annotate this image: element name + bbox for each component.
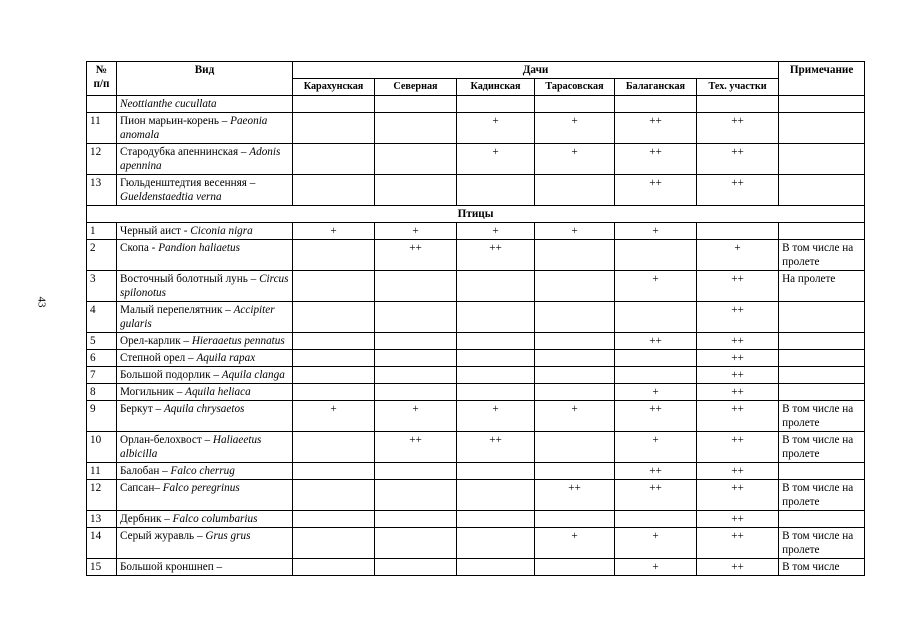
note-cell: [779, 367, 865, 384]
table-row: [87, 480, 865, 511]
species-latin-name: Neottianthe cucullata: [120, 98, 217, 110]
presence-mark: [535, 432, 615, 463]
presence-mark: [457, 511, 535, 528]
row-number: 12: [87, 144, 117, 175]
presence-mark: [293, 144, 375, 175]
presence-mark: [697, 223, 779, 240]
row-number: 14: [87, 528, 117, 559]
presence-mark: [293, 350, 375, 367]
presence-mark: [375, 480, 457, 511]
presence-mark: [535, 559, 615, 576]
presence-mark: ++: [615, 401, 697, 432]
presence-mark: [615, 350, 697, 367]
presence-mark: ++: [457, 240, 535, 271]
presence-mark: [293, 367, 375, 384]
presence-mark: [457, 480, 535, 511]
header-region-tech-sites: Тех. участки: [697, 79, 779, 96]
table-row: [87, 223, 865, 240]
presence-mark: +: [697, 240, 779, 271]
species-latin-name: Haliaeetus albicilla: [120, 434, 262, 460]
presence-mark: [457, 333, 535, 350]
row-number: 2: [87, 240, 117, 271]
presence-mark: [457, 302, 535, 333]
species-common-name: Большой подорлик –: [120, 369, 222, 381]
note-cell: [779, 113, 865, 144]
presence-mark: ++: [697, 333, 779, 350]
table-row: [87, 350, 865, 367]
species-cell: [117, 175, 293, 206]
presence-mark: ++: [615, 480, 697, 511]
presence-mark: +: [615, 384, 697, 401]
species-cell: [117, 333, 293, 350]
species-latin-name: Gueldenstaedtia verna: [120, 191, 222, 203]
table-row: [87, 333, 865, 350]
presence-mark: [293, 333, 375, 350]
presence-mark: [457, 96, 535, 113]
presence-mark: [375, 528, 457, 559]
presence-mark: ++: [697, 432, 779, 463]
header-region-balaganskaya: Балаганская: [615, 79, 697, 96]
presence-mark: ++: [697, 401, 779, 432]
presence-mark: +: [535, 223, 615, 240]
header-region-karakhunskaya: Карахунская: [293, 79, 375, 96]
header-region-tarasovskaya: Тарасовская: [535, 79, 615, 96]
row-number: 1: [87, 223, 117, 240]
species-common-name: Гюльденштедтия весенняя –: [120, 177, 256, 189]
presence-mark: [615, 511, 697, 528]
presence-mark: [293, 384, 375, 401]
header-num-label: № п/п: [93, 64, 110, 90]
row-number: 9: [87, 401, 117, 432]
presence-mark: ++: [697, 144, 779, 175]
species-common-name: Пион марьин-корень –: [120, 115, 231, 127]
presence-mark: ++: [697, 350, 779, 367]
table-row: [87, 511, 865, 528]
presence-mark: [375, 333, 457, 350]
note-cell: [779, 223, 865, 240]
row-number: [87, 96, 117, 113]
table-row: [87, 175, 865, 206]
presence-mark: ++: [697, 559, 779, 576]
table-row: [87, 367, 865, 384]
species-common-name: Стародубка апеннинская –: [120, 146, 250, 158]
table-row: [87, 432, 865, 463]
species-table: [86, 61, 865, 576]
presence-mark: +: [293, 223, 375, 240]
presence-mark: [457, 271, 535, 302]
presence-mark: [535, 463, 615, 480]
row-number: 10: [87, 432, 117, 463]
species-cell: [117, 559, 293, 576]
species-common-name: Степной орел –: [120, 352, 197, 364]
species-cell: [117, 511, 293, 528]
note-cell: В том числе на пролете: [779, 480, 865, 511]
presence-mark: [293, 113, 375, 144]
presence-mark: +: [535, 528, 615, 559]
species-latin-name: Circus spilonotus: [120, 273, 289, 299]
presence-mark: [375, 113, 457, 144]
presence-mark: ++: [697, 113, 779, 144]
species-common-name: Большой кроншнеп –: [120, 561, 223, 573]
presence-mark: [375, 302, 457, 333]
species-cell: [117, 350, 293, 367]
species-common-name: Серый журавль –: [120, 530, 206, 542]
row-number: 11: [87, 463, 117, 480]
presence-mark: [293, 480, 375, 511]
species-cell: [117, 463, 293, 480]
header-dachi: Дачи: [293, 62, 779, 79]
presence-mark: ++: [375, 240, 457, 271]
presence-mark: +: [375, 223, 457, 240]
species-cell: [117, 384, 293, 401]
note-cell: В том числе на пролете: [779, 401, 865, 432]
species-latin-name: Ciconia nigra: [190, 225, 253, 237]
species-latin-name: Pandion haliaetus: [158, 242, 240, 254]
table-row: [87, 559, 865, 576]
row-number: 6: [87, 350, 117, 367]
section-row: [87, 206, 865, 223]
species-cell: [117, 271, 293, 302]
presence-mark: ++: [375, 432, 457, 463]
presence-mark: +: [457, 113, 535, 144]
presence-mark: [535, 511, 615, 528]
header-region-severnaya: Северная: [375, 79, 457, 96]
presence-mark: [375, 384, 457, 401]
species-latin-name: Aquila rapax: [196, 352, 256, 364]
row-number: 4: [87, 302, 117, 333]
species-cell: [117, 302, 293, 333]
species-latin-name: Aquila heliaca: [185, 386, 251, 398]
header-region-kadinskaya: Кадинская: [457, 79, 535, 96]
row-number: 8: [87, 384, 117, 401]
presence-mark: [535, 271, 615, 302]
row-number: 11: [87, 113, 117, 144]
species-latin-name: Aquila clanga: [221, 369, 285, 381]
row-number: 12: [87, 480, 117, 511]
species-common-name: Черный аист -: [120, 225, 191, 237]
presence-mark: [457, 559, 535, 576]
note-cell: [779, 350, 865, 367]
presence-mark: [457, 384, 535, 401]
presence-mark: [293, 240, 375, 271]
species-cell: [117, 528, 293, 559]
table-row: [87, 302, 865, 333]
species-cell: [117, 223, 293, 240]
presence-mark: +: [457, 223, 535, 240]
table-row: [87, 528, 865, 559]
note-cell: [779, 384, 865, 401]
presence-mark: [293, 528, 375, 559]
note-cell: [779, 463, 865, 480]
presence-mark: [457, 175, 535, 206]
presence-mark: ++: [697, 271, 779, 302]
presence-mark: [375, 144, 457, 175]
note-cell: В том числе: [779, 559, 865, 576]
row-number: 7: [87, 367, 117, 384]
presence-mark: +: [615, 528, 697, 559]
table-header: [87, 62, 865, 96]
presence-mark: +: [615, 559, 697, 576]
species-latin-name: Hieraaetus pennatus: [191, 335, 285, 347]
species-latin-name: Grus grus: [205, 530, 251, 542]
species-cell: [117, 96, 293, 113]
note-cell: В том числе на пролете: [779, 432, 865, 463]
row-number: 5: [87, 333, 117, 350]
species-latin-name: Adonis apennina: [120, 146, 281, 172]
note-cell: [779, 333, 865, 350]
presence-mark: [615, 96, 697, 113]
table-row: [87, 96, 865, 113]
presence-mark: [535, 302, 615, 333]
note-cell: В том числе на пролете: [779, 240, 865, 271]
species-common-name: Малый перепелятник –: [120, 304, 234, 316]
header-note: Примечание: [779, 62, 865, 96]
note-cell: [779, 511, 865, 528]
table-row: [87, 384, 865, 401]
presence-mark: [375, 271, 457, 302]
presence-mark: [457, 528, 535, 559]
presence-mark: +: [535, 113, 615, 144]
presence-mark: +: [615, 223, 697, 240]
row-number: 3: [87, 271, 117, 302]
presence-mark: [375, 559, 457, 576]
species-latin-name: Falco cherrug: [170, 465, 235, 477]
presence-mark: [375, 511, 457, 528]
species-common-name: Дербник –: [120, 513, 173, 525]
presence-mark: ++: [615, 144, 697, 175]
presence-mark: [457, 463, 535, 480]
row-number: 13: [87, 511, 117, 528]
species-common-name: Восточный болотный лунь –: [120, 273, 260, 285]
species-latin-name: Aquila chrysaetos: [163, 403, 245, 415]
presence-mark: +: [615, 271, 697, 302]
species-common-name: Балобан –: [120, 465, 171, 477]
presence-mark: ++: [697, 367, 779, 384]
table-row: [87, 271, 865, 302]
presence-mark: [535, 240, 615, 271]
presence-mark: [293, 511, 375, 528]
species-common-name: Сапсан–: [120, 482, 163, 494]
presence-mark: [457, 367, 535, 384]
presence-mark: +: [535, 401, 615, 432]
species-cell: [117, 144, 293, 175]
table-row: [87, 401, 865, 432]
presence-mark: [293, 463, 375, 480]
species-common-name: Орлан-белохвост –: [120, 434, 213, 446]
species-latin-name: Falco peregrinus: [162, 482, 240, 494]
page-number: 43: [35, 296, 48, 308]
table-row: [87, 113, 865, 144]
presence-mark: [535, 175, 615, 206]
presence-mark: +: [615, 432, 697, 463]
presence-mark: ++: [615, 113, 697, 144]
presence-mark: ++: [615, 175, 697, 206]
presence-mark: [615, 302, 697, 333]
presence-mark: [375, 175, 457, 206]
species-latin-name: Paeonia anomala: [120, 115, 268, 141]
species-cell: [117, 113, 293, 144]
presence-mark: ++: [615, 333, 697, 350]
table-row: [87, 240, 865, 271]
header-num: [87, 62, 117, 96]
presence-mark: ++: [697, 480, 779, 511]
presence-mark: +: [457, 401, 535, 432]
presence-mark: +: [293, 401, 375, 432]
presence-mark: [293, 302, 375, 333]
presence-mark: ++: [697, 175, 779, 206]
species-cell: [117, 240, 293, 271]
presence-mark: ++: [457, 432, 535, 463]
presence-mark: +: [375, 401, 457, 432]
row-number: 15: [87, 559, 117, 576]
species-cell: [117, 432, 293, 463]
presence-mark: ++: [697, 384, 779, 401]
species-common-name: Орел-карлик –: [120, 335, 192, 347]
presence-mark: [293, 271, 375, 302]
presence-mark: [615, 240, 697, 271]
species-common-name: Беркут –: [120, 403, 164, 415]
note-cell: В том числе на пролете: [779, 528, 865, 559]
note-cell: [779, 302, 865, 333]
table-row: [87, 463, 865, 480]
section-title: Птицы: [87, 206, 865, 223]
presence-mark: [375, 463, 457, 480]
row-number: 13: [87, 175, 117, 206]
species-common-name: Скопа -: [120, 242, 159, 254]
presence-mark: [535, 333, 615, 350]
presence-mark: [293, 175, 375, 206]
presence-mark: ++: [697, 463, 779, 480]
presence-mark: [697, 96, 779, 113]
species-cell: [117, 367, 293, 384]
note-cell: [779, 175, 865, 206]
note-cell: [779, 144, 865, 175]
presence-mark: ++: [535, 480, 615, 511]
presence-mark: ++: [697, 528, 779, 559]
note-cell: [779, 96, 865, 113]
presence-mark: ++: [697, 302, 779, 333]
presence-mark: [375, 367, 457, 384]
presence-mark: ++: [697, 511, 779, 528]
presence-mark: [375, 350, 457, 367]
species-cell: [117, 401, 293, 432]
presence-mark: +: [457, 144, 535, 175]
presence-mark: [535, 367, 615, 384]
presence-mark: [535, 96, 615, 113]
presence-mark: ++: [615, 463, 697, 480]
presence-mark: [535, 384, 615, 401]
presence-mark: [293, 432, 375, 463]
note-cell: На пролете: [779, 271, 865, 302]
species-cell: [117, 480, 293, 511]
species-common-name: Могильник –: [120, 386, 186, 398]
header-species: Вид: [117, 62, 293, 96]
presence-mark: [615, 367, 697, 384]
species-latin-name: Accipiter gularis: [120, 304, 275, 330]
presence-mark: [293, 559, 375, 576]
presence-mark: [535, 350, 615, 367]
table-row: [87, 144, 865, 175]
presence-mark: [457, 350, 535, 367]
presence-mark: [375, 96, 457, 113]
presence-mark: +: [535, 144, 615, 175]
species-latin-name: Falco columbarius: [172, 513, 258, 525]
presence-mark: [293, 96, 375, 113]
table-body: [87, 96, 865, 576]
